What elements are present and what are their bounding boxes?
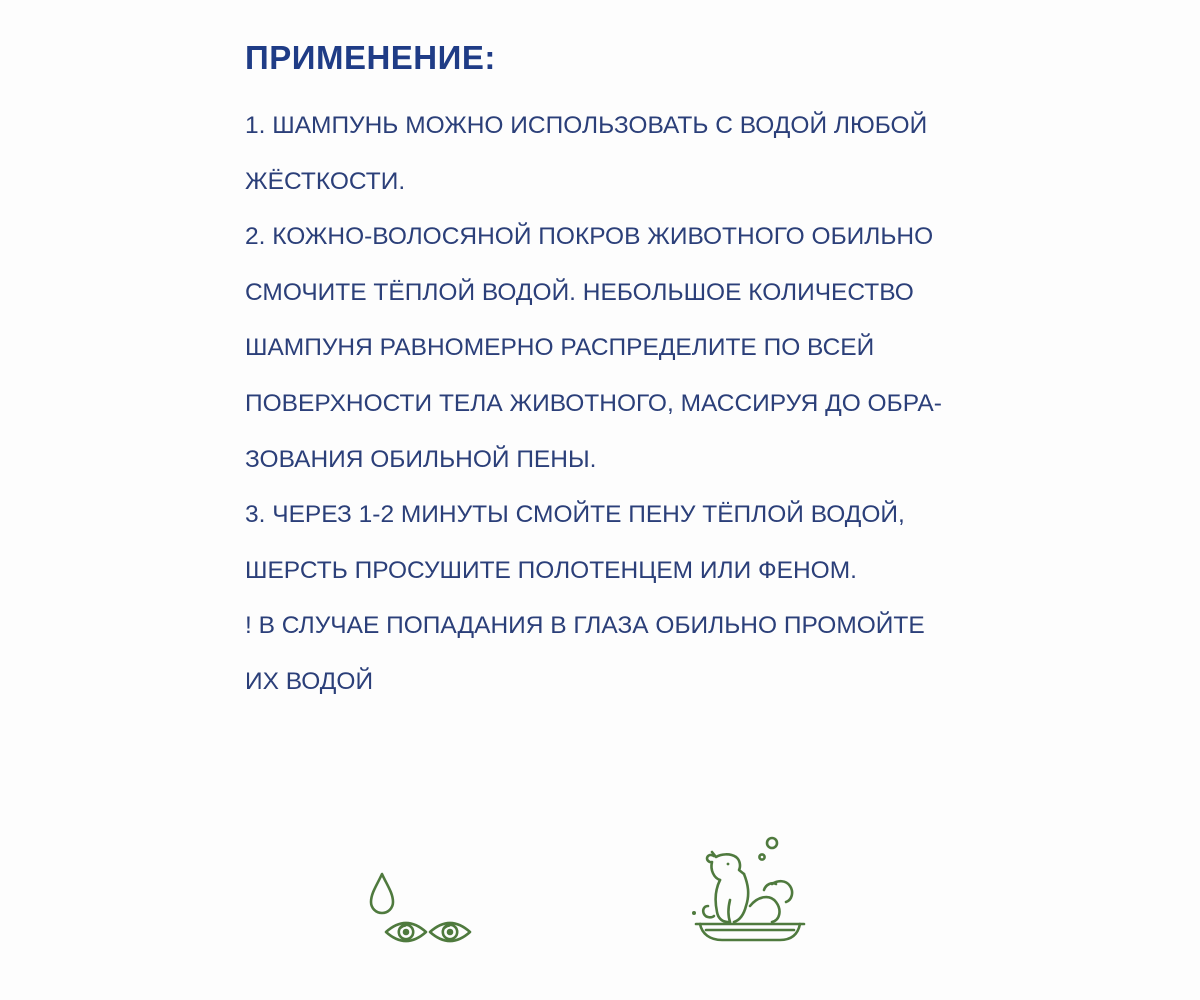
instruction-lines (245, 98, 1005, 710)
usage-instructions (245, 38, 1005, 710)
instruction-line: 2. КОЖНО-ВОЛОСЯНОЙ ПОКРОВ ЖИВОТНОГО ОБИЛЬНО (245, 223, 934, 251)
drop-eyes-icon (362, 868, 478, 954)
instruction-line: СМОЧИТЕ ТЁПЛОЙ ВОДОЙ. НЕБОЛЬШОЕ КОЛИЧЕСТВО (245, 278, 914, 306)
warning-line: ! В СЛУЧАЕ ПОПАДАНИЯ В ГЛАЗА ОБИЛЬНО ПРОМОЙТЕ (245, 612, 925, 640)
instruction-line: ПОВЕРХНОСТИ ТЕЛА ЖИВОТНОГО, МАССИРУЯ ДО ОБРА- (245, 389, 942, 417)
warning-line: ИХ ВОДОЙ (245, 667, 374, 695)
dog-bath-icon (684, 830, 816, 950)
instruction-line: ШАМПУНЯ РАВНОМЕРНО РАСПРЕДЕЛИТЕ ПО ВСЕЙ (245, 334, 875, 362)
section-heading: ПРИМЕНЕНИЕ: (245, 39, 496, 76)
instruction-line: 3. ЧЕРЕЗ 1-2 МИНУТЫ СМОЙТЕ ПЕНУ ТЁПЛОЙ ВОДОЙ, (245, 501, 905, 529)
instruction-line: ЗОВАНИЯ ОБИЛЬНОЙ ПЕНЫ. (245, 445, 597, 473)
instruction-line: ШЕРСТЬ ПРОСУШИТЕ ПОЛОТЕНЦЕМ ИЛИ ФЕНОМ. (245, 556, 857, 584)
instruction-line: ЖЁСТКОСТИ. (245, 167, 406, 195)
instruction-line: 1. ШАМПУНЬ МОЖНО ИСПОЛЬЗОВАТЬ С ВОДОЙ ЛЮБОЙ (245, 112, 928, 139)
